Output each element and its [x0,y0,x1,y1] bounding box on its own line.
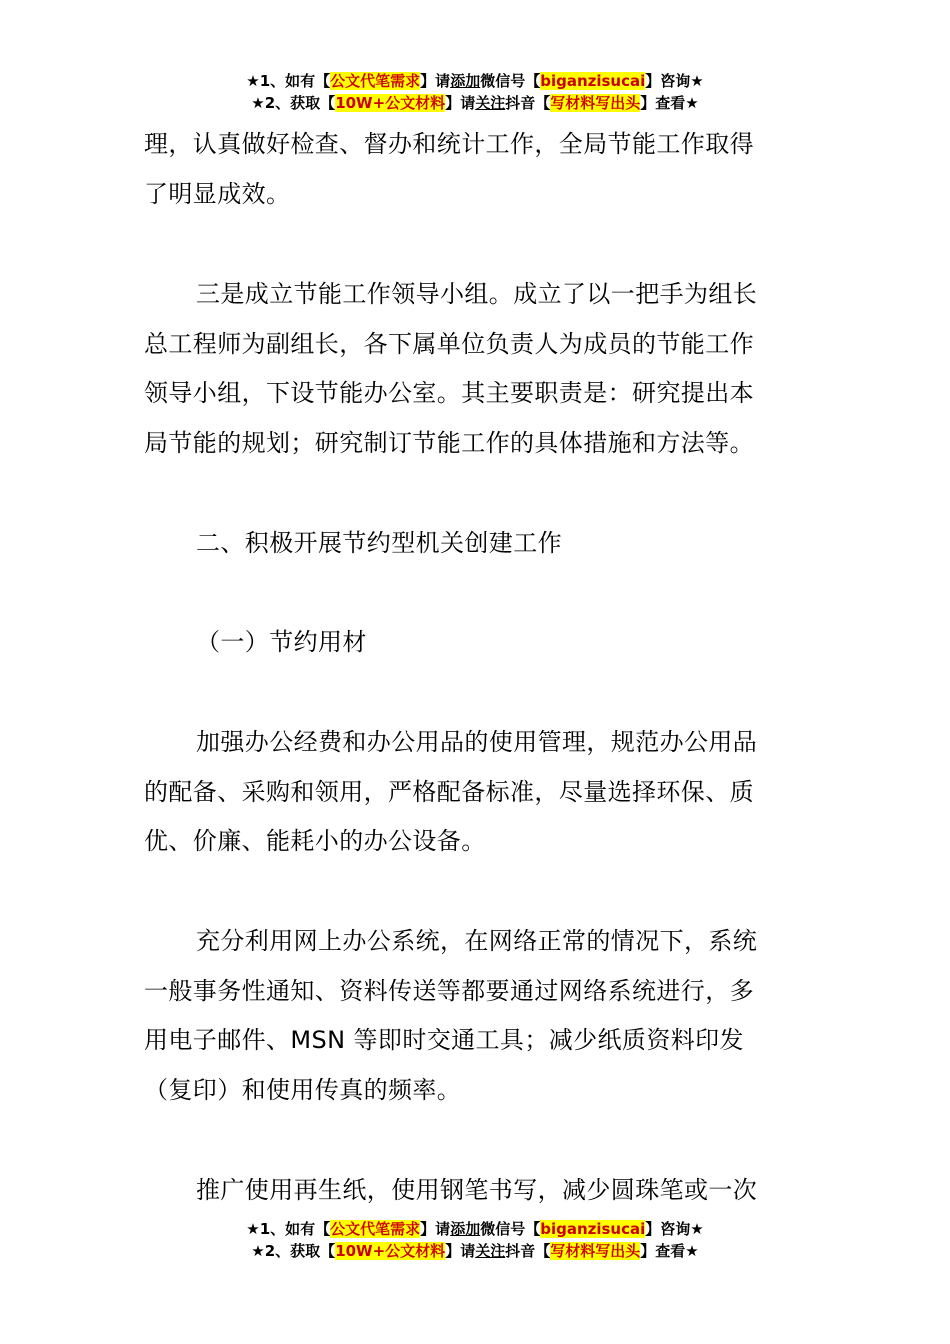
heading-text: （一）节约用材 [196,628,367,656]
banner-text: 】请 [420,72,451,90]
paragraph-4 [144,917,812,1115]
banner-underline: 关注 [475,94,506,112]
text-line: 推广使用再生纸，使用钢笔书写，减少圆珠笔或一次 [196,1176,758,1204]
banner-text: ★2、获取【 [251,94,336,112]
text-line: 局节能的规划；研究制订节能工作的具体措施和方法等。 [144,428,754,457]
banner-text: 】查看★ [640,1242,699,1260]
banner-text: 】咨询★ [645,1220,704,1238]
banner-underline: 关注 [475,1242,506,1260]
text-line: 一般事务性通知、资料传送等都要通过网络系统进行，多 [144,976,754,1005]
footer-banner [0,1218,950,1262]
paragraph-3 [144,718,812,867]
text-line: 加强办公经费和办公用品的使用管理，规范办公用品 [196,728,758,756]
paragraph-5 [144,1166,812,1216]
banner-highlight: 公文代笔需求 [330,1220,421,1238]
header-banner [0,70,950,114]
text-line: 的配备、采购和领用，严格配备标准，尽量选择环保、质 [144,777,754,806]
text-line: 了明显成效。 [144,179,291,208]
banner-text: 微信号【 [480,72,541,90]
banner-underline: 添加 [450,1220,481,1238]
text-line: 总工程师为副组长，各下属单位负责人为成员的节能工作 [144,329,754,358]
banner-text: 抖音【 [505,94,551,112]
banner-line-2 [0,92,950,114]
banner-text: ★1、如有【 [246,1220,331,1238]
banner-text: 抖音【 [505,1242,551,1260]
heading-text: 二、积极开展节约型机关创建工作 [196,529,562,557]
banner-highlight: 写材料写出头 [550,1242,641,1260]
paragraph-1 [144,120,812,219]
text-line: 领导小组，下设节能办公室。其主要职责是：研究提出本 [144,379,754,407]
banner-text: 】请 [445,94,476,112]
section-heading [144,519,812,569]
banner-text: 微信号【 [480,1220,541,1238]
paragraph-2 [144,270,812,468]
banner-line-1 [0,70,950,92]
banner-highlight: biganzisucai [540,72,646,90]
banner-highlight: 写材料写出头 [550,94,641,112]
banner-text: 】咨询★ [645,72,704,90]
banner-underline: 添加 [450,72,481,90]
banner-line-2 [0,1240,950,1262]
banner-highlight: 公文代笔需求 [330,72,421,90]
banner-highlight: biganzisucai [540,1220,646,1238]
text-line: 三是成立节能工作领导小组。成立了以一把手为组长 [196,280,758,308]
banner-text: 】请 [420,1220,451,1238]
text-line: 优、价廉、能耗小的办公设备。 [144,827,486,855]
banner-text: ★1、如有【 [246,72,331,90]
banner-highlight: 10W+公文材料 [335,94,446,112]
banner-highlight: 10W+公文材料 [335,1242,446,1260]
subsection-heading [144,618,812,668]
text-line: （复印）和使用传真的频率。 [144,1075,462,1104]
text-line: 理，认真做好检查、督办和统计工作，全局节能工作取得 [144,130,754,158]
text-line: 充分利用网上办公系统，在网络正常的情况下，系统 [196,927,758,955]
banner-text: ★2、获取【 [251,1242,336,1260]
text-line: 用电子邮件、MSN 等即时交通工具；减少纸质资料印发 [144,1026,744,1054]
banner-text: 】请 [445,1242,476,1260]
banner-text: 】查看★ [640,94,699,112]
banner-line-1 [0,1218,950,1240]
